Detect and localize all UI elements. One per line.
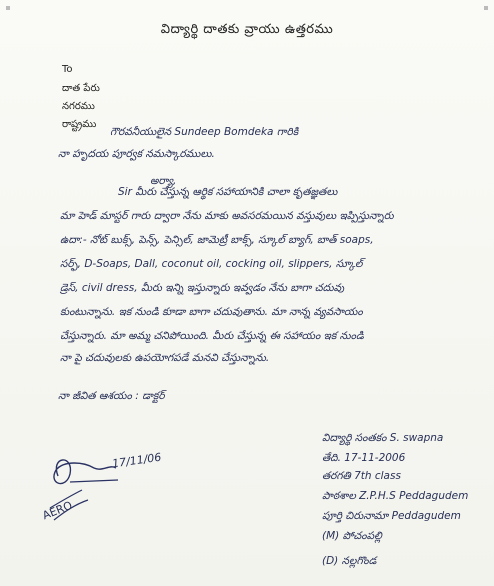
district-value: నల్లగొండ <box>341 555 377 567</box>
class-row <box>322 470 401 485</box>
school-row <box>322 490 468 505</box>
body-line-6: కుంటున్నాను. ఇక నుండి కూడా బాగా చదువుతాను. మా నాన్న వ్యవసాయం <box>60 306 363 318</box>
full-address-value: Peddagudem <box>391 510 461 522</box>
school-label: పాఠశాల <box>322 490 356 502</box>
headmaster-signature <box>40 446 170 536</box>
life-goal-line: నా జీవిత ఆశయం : డాక్టర్ <box>58 390 165 402</box>
body-line-5: డ్రెస్, civil dress, మీరు ఇన్ని ఇస్తున్నారు ఇవ్వడం నేను బాగా చదువు <box>60 282 345 294</box>
district-prefix: (D) <box>322 555 339 567</box>
date-row <box>322 452 405 467</box>
body-line-8: నా పై చదువులకు ఉపయోగపడే మనవి చేస్తున్నాను. <box>60 352 270 364</box>
greeting-line: నా హృదయ పూర్వక నమస్కారములు. <box>58 148 215 160</box>
student-name: S. swapna <box>389 432 444 444</box>
class-value: 7th class <box>354 470 401 482</box>
date-label: తేది. <box>322 452 341 464</box>
mandal-prefix: (M) <box>322 530 340 542</box>
signature-stamp: AERO <box>40 498 75 523</box>
opening-line: అర్యా, <box>150 175 177 187</box>
student-signature-row <box>322 432 443 447</box>
mandal-row <box>322 530 382 545</box>
body-line-3: ఉదా:- నోట్ బుక్స్, పెన్స్, పెన్సిల్, జామెట్రీ బాక్స్, స్కూల్ బ్యాగ్, బాత్ soaps, <box>60 234 374 246</box>
corner-mark-left <box>6 6 10 10</box>
address-state: రాష్ట్రము <box>62 119 97 130</box>
district-row <box>322 555 376 570</box>
body-line-7: చేస్తున్నారు. మా అమ్మ చనిపోయింది. మీరు చేస్తున్న ఈ సహాయం ఇక నుండి <box>60 330 364 342</box>
school-value: Z.P.H.S Peddagudem <box>359 490 469 502</box>
salutation-line: గౌరవనీయులైన Sundeep Bomdeka గారికి <box>110 126 299 138</box>
body-line-1: Sir మీరు చేస్తున్న ఆర్థిక సహాయానికి చాలా కృతజ్ఞతలు <box>118 186 338 198</box>
body-line-2: మా హెడ్ మాస్టర్ గారు ద్వారా నేను మాకు అవసరమయిన వస్తువులు ఇప్పిస్తున్నారు <box>60 210 394 222</box>
address-donor-name: దాత పేరు <box>62 83 100 94</box>
class-label: తరగతి <box>322 470 351 482</box>
address-to: To <box>62 64 73 75</box>
full-address-row <box>322 510 461 525</box>
signature-date: 17/11/06 <box>111 450 163 471</box>
date-value: 17-11-2006 <box>344 452 406 464</box>
mandal-value: పోచంపల్లి <box>342 530 382 542</box>
body-line-4: సర్ఫ్, D-Soaps, Dall, coconut oil, cocking oil, slippers, స్కూల్ <box>60 258 363 270</box>
address-town: నగరము <box>62 101 95 112</box>
corner-mark-right <box>484 6 488 10</box>
letter-title: విద్యార్థి దాతకు వ్రాయు ఉత్తరము <box>160 22 334 37</box>
full-address-label: పూర్తి చిరునామా <box>322 510 389 522</box>
student-name-label: విద్యార్థి సంతకం <box>322 432 387 444</box>
